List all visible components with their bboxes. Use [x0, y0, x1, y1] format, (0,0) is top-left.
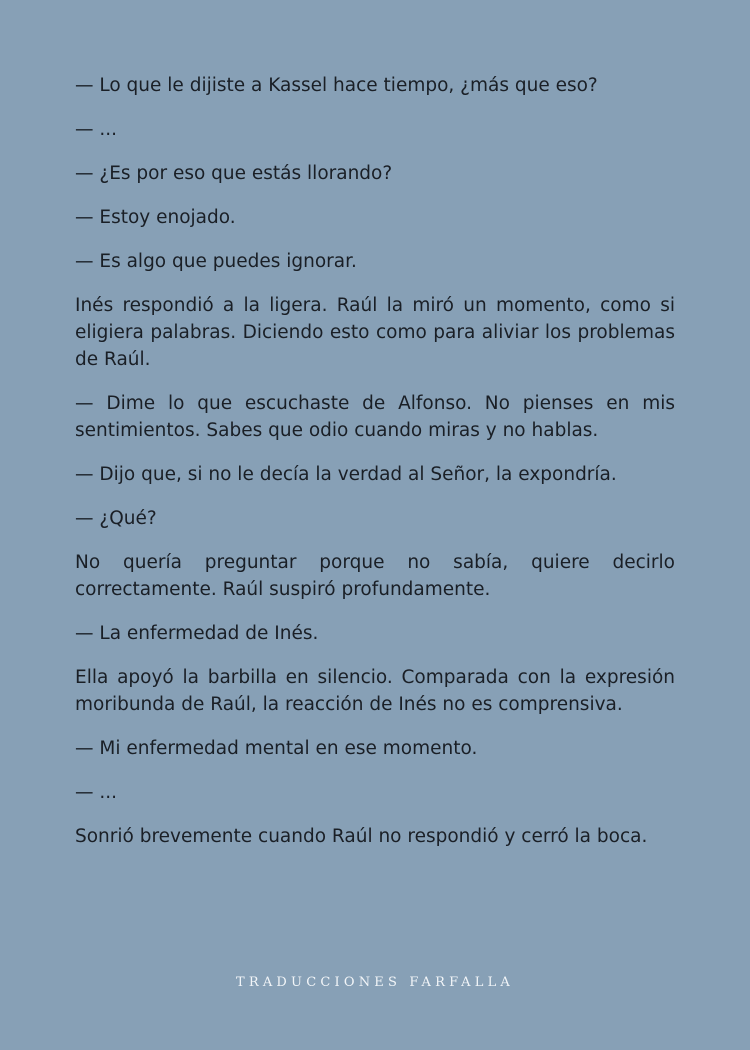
paragraph: — Dijo que, si no le decía la verdad al Señor, la expondría.	[75, 464, 617, 485]
paragraph: — ¿Qué?	[75, 508, 157, 529]
paragraph: — ...	[75, 782, 118, 803]
paragraph: — La enfermedad de Inés.	[75, 623, 319, 644]
paragraph: — Estoy enojado.	[75, 207, 236, 228]
paragraph: Ella apoyó la barbilla en silencio. Comparada con la expresión moribunda de Raúl, la reacción de Inés no es comprensiva.	[75, 667, 675, 715]
document-body	[75, 72, 675, 867]
footer-credit: TRADUCCIONES FARFALLA	[235, 975, 514, 990]
paragraph: — ¿Es por eso que estás llorando?	[75, 163, 393, 184]
paragraph: Inés respondió a la ligera. Raúl la miró un momento, como si eligiera palabras. Diciendo esto como para aliviar los problemas de Raúl.	[75, 295, 675, 370]
paragraph: — Es algo que puedes ignorar.	[75, 251, 357, 272]
paragraph: — Mi enfermedad mental en ese momento.	[75, 738, 478, 759]
paragraph: — Lo que le dijiste a Kassel hace tiempo, ¿más que eso?	[75, 75, 598, 96]
paragraph: Sonrió brevemente cuando Raúl no respondió y cerró la boca.	[75, 826, 648, 847]
paragraph: No quería preguntar porque no sabía, quiere decirlo correctamente. Raúl suspiró profundamente.	[75, 552, 675, 600]
paragraph: — Dime lo que escuchaste de Alfonso. No pienses en mis sentimientos. Sabes que odio cuando miras y no hablas.	[75, 393, 675, 441]
paragraph: — ...	[75, 119, 118, 140]
